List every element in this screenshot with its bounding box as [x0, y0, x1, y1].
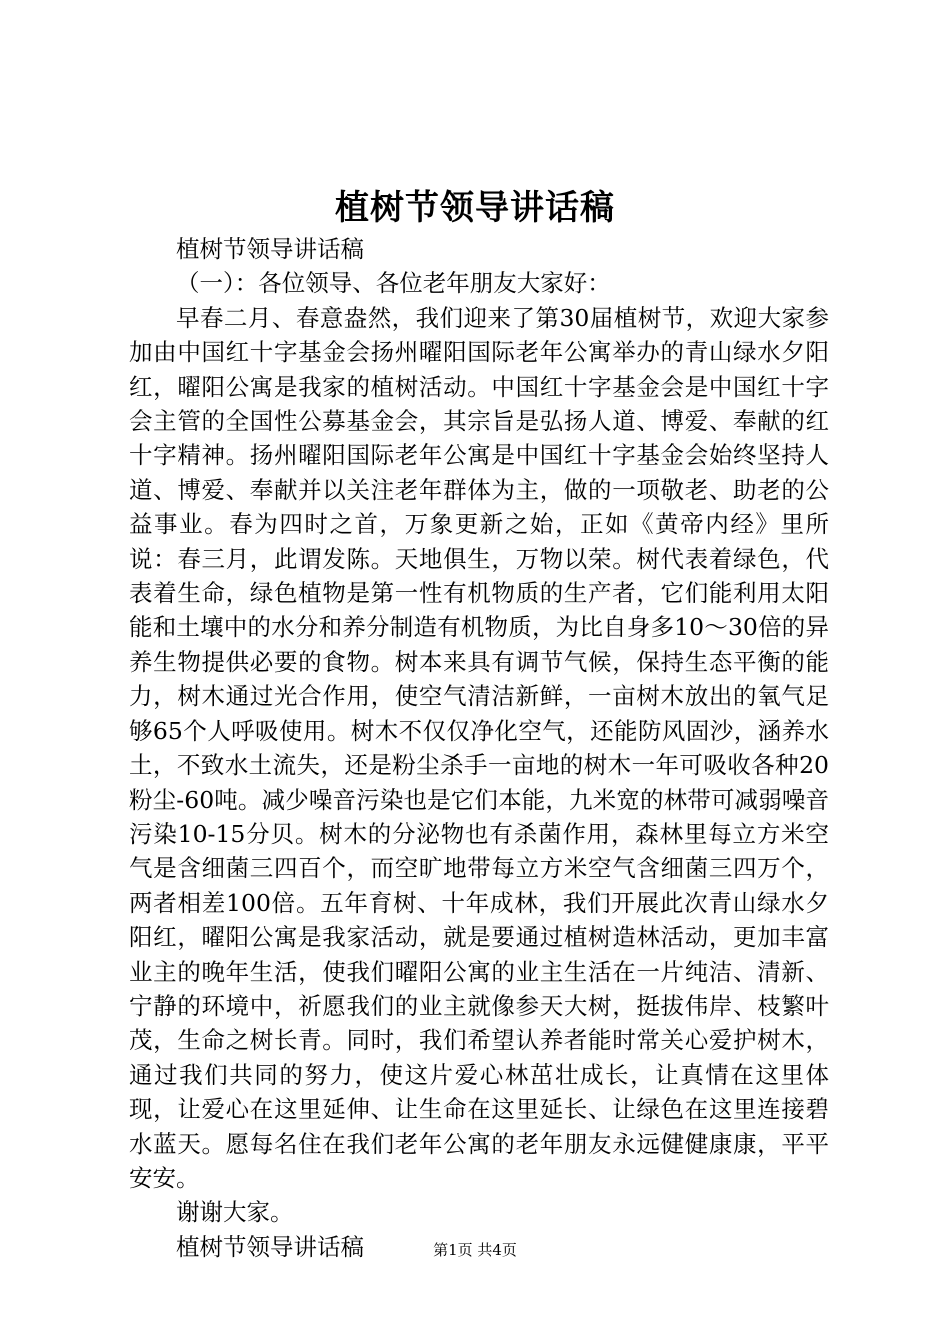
page-number-footer: 第1页 共4页 [433, 1241, 517, 1259]
document-title: 植树节领导讲话稿 [335, 188, 615, 228]
paragraph-thanks: 谢谢大家。 [176, 1198, 294, 1227]
paragraph-salutation: （一）：各位领导、各位老年朋友大家好： [176, 269, 611, 298]
paragraph-next-title: 植树节领导讲话稿 [176, 1232, 364, 1261]
paragraph-main-speech: 早春二月、春意盎然，我们迎来了第30届植树节，欢迎大家参加由中国红十字基金会扬州曜阳国际老年公寓举办的青山绿水夕阳红，曜阳公寓是我家的植树活动。中国红十字基金会是中国红十字会主管的全国性公募基金会，其宗旨是弘扬人道、博爱、奉献的红十字精神。扬州曜阳国际老年公寓是中国红十字基金会始终坚持人道、博爱、奉献并以关注老年群体为主，做的一项敬老、助老的公益事业。春为四时之首，万象更新之始，正如《黄帝内经》里所说：春三月，此谓发陈。天地俱生，万物以荣。树代表着绿色，代表着生命，绿色植物是第一性有机物质的生产者，它们能利用太阳能和土壤中的水分和养分制造有机物质，为比自身多10～30倍的异养生物提供必要的食物。树本来具有调节气候，保持生态平衡的能力，树木通过光合作用，使空气清洁新鲜，一亩树木放出的氧气足够65个人呼吸使用。树木不仅仅净化空气，还能防风固沙，涵养水土，不致水土流失，还是粉尘杀手一亩地的树木一年可吸收各种20粉尘-60吨。减少噪音污染也是它们本能，九米宽的林带可减弱噪音污染10-15分贝。树木的分泌物也有杀菌作用，森林里每立方米空气是含细菌三四百个，而空旷地带每立方米空气含细菌三四万个，两者相差100倍。五年育树、十年成林，我们开展此次青山绿水夕阳红，曜阳公寓是我家活动，就是要通过植树造林活动，更加丰富业主的晚年生活，使我们曜阳公寓的业主生活在一片纯洁、清新、宁静的环境中，祈愿我们的业主就像参天大树，挺拔伟岸、枝繁叶茂，生命之树长青。同时，我们希望认养者能时常关心爱护树木，通过我们共同的努力，使这片爱心林茁壮成长，让真情在这里体现，让爱心在这里延伸、让生命在这里延长、让绿色在这里连接碧水蓝天。愿每名住在我们老年公寓的老年朋友永远健健康康，平平安安。 [129, 303, 829, 1192]
paragraph-heading-repeat: 植树节领导讲话稿 [176, 235, 364, 263]
document-body [129, 232, 829, 1264]
